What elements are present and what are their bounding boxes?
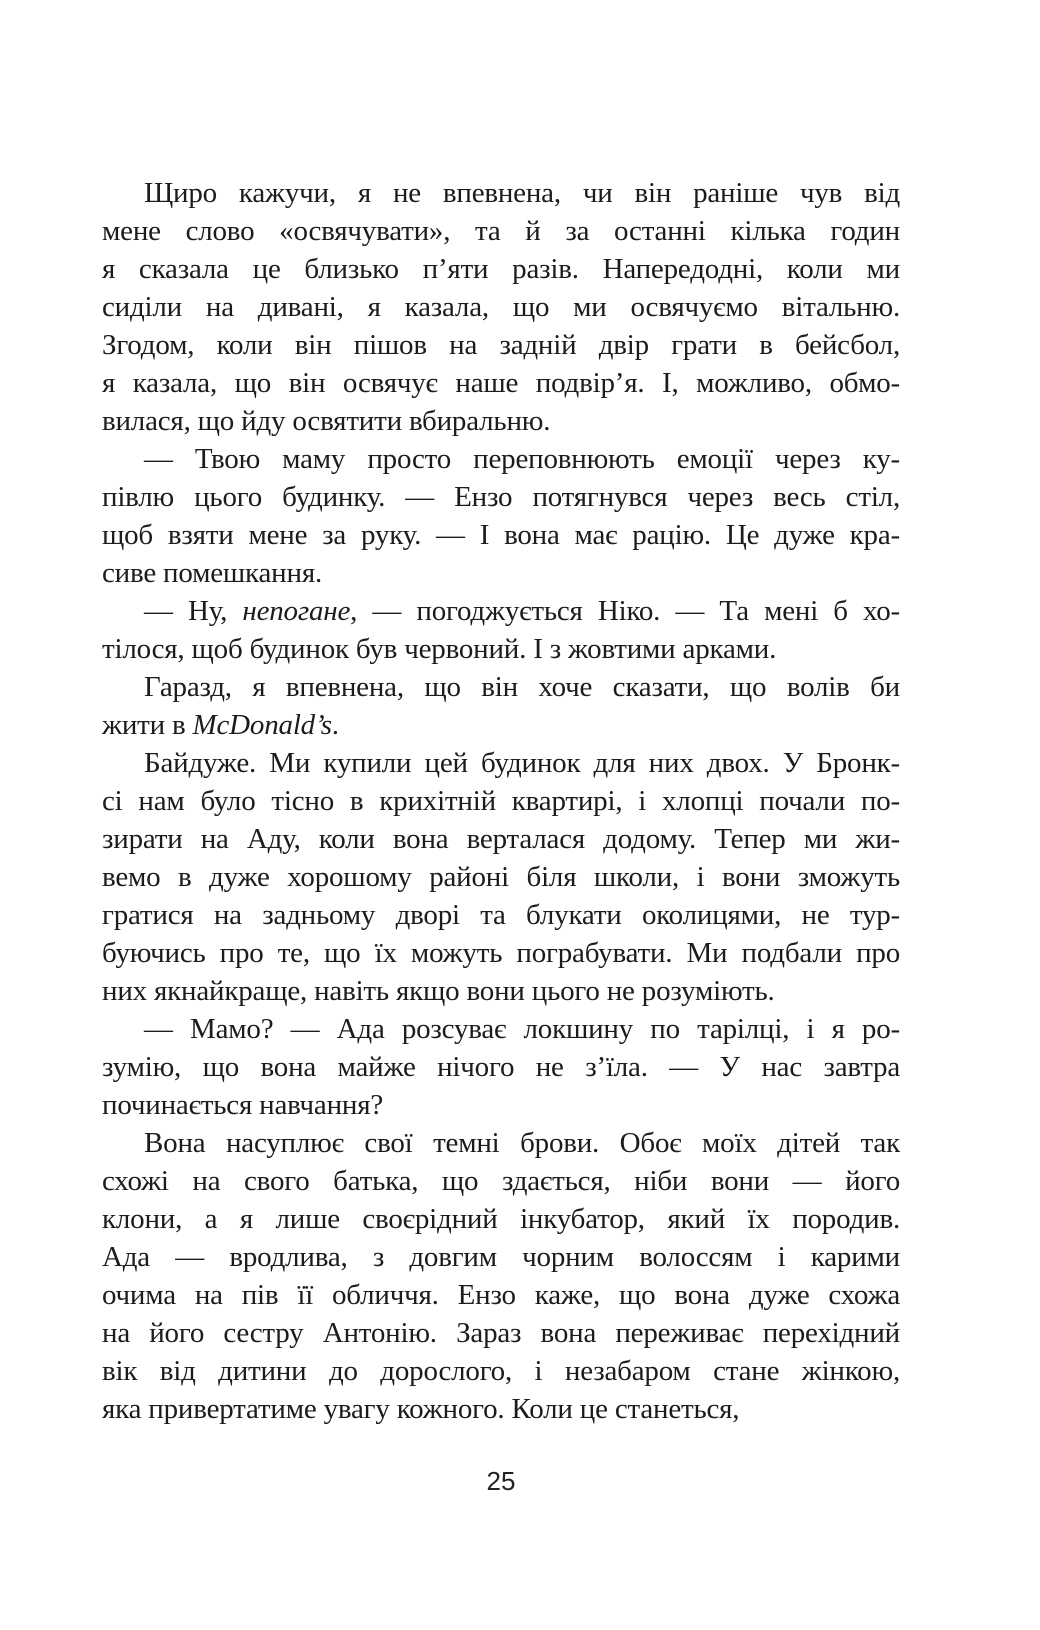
text-line: [102, 782, 900, 820]
text-line: [102, 1086, 900, 1124]
text-line: [102, 972, 900, 1010]
text-segment: сі нам було тісно в крихітній квартирі, і хлопці почали по-: [102, 785, 900, 817]
text-line: [102, 402, 900, 440]
text-segment: мене слово «освячувати», та й за останні кілька годин: [102, 215, 900, 247]
text-line: [102, 1352, 900, 1390]
text-line: [102, 478, 900, 516]
body-text: [102, 174, 900, 1428]
text-line: [102, 668, 900, 706]
text-segment: Байдуже. Ми купили цей будинок для них двох. У Бронк-: [144, 747, 900, 779]
text-segment: .: [331, 709, 339, 741]
text-segment: , — погоджується Ніко. — Та мені б хо-: [350, 595, 900, 627]
text-line: [102, 1276, 900, 1314]
text-line: [102, 440, 900, 478]
text-line: [102, 858, 900, 896]
text-line: [102, 1390, 900, 1428]
text-segment: щоб взяти мене за руку. — І вона має рацію. Це дуже кра-: [102, 519, 900, 551]
text-line: [102, 744, 900, 782]
text-segment: вилася, що йду освятити вбиральню.: [102, 405, 551, 437]
text-line: [102, 1048, 900, 1086]
text-line: [102, 1010, 900, 1048]
text-line: [102, 326, 900, 364]
text-segment: зумію, що вона майже нічого не з’їла. — У нас завтра: [102, 1051, 900, 1083]
text-line: [102, 554, 900, 592]
paragraph: [102, 744, 900, 1010]
text-line: [102, 630, 900, 668]
text-line: [102, 364, 900, 402]
text-line: [102, 288, 900, 326]
page-number: 25: [486, 1466, 516, 1496]
text-line: [102, 896, 900, 934]
text-line: [102, 1124, 900, 1162]
text-line: [102, 212, 900, 250]
text-segment: сиділи на дивані, я казала, що ми освячуємо вітальню.: [102, 291, 900, 323]
text-segment: я казала, що він освячує наше подвір’я. І, можливо, обмо-: [102, 367, 900, 399]
text-segment: починається навчання?: [102, 1089, 384, 1121]
text-segment: тілося, щоб будинок був червоний. І з жовтими арками.: [102, 633, 777, 665]
text-segment: Ада — вродлива, з довгим чорним волоссям і карими: [102, 1241, 900, 1273]
text-line: [102, 820, 900, 858]
text-segment: Вона насуплює свої темні брови. Обоє моїх дітей так: [144, 1127, 900, 1159]
text-segment: буючись про те, що їх можуть пограбувати. Ми подбали про: [102, 937, 900, 969]
text-line: [102, 250, 900, 288]
text-segment: клони, а я лише своєрідний інкубатор, який їх породив.: [102, 1203, 900, 1235]
text-line: [102, 1200, 900, 1238]
text-line: [102, 1162, 900, 1200]
italic-text: McDonald’s: [192, 709, 332, 741]
paragraph: [102, 592, 900, 668]
text-segment: вік від дитини до дорослого, і незабаром стане жінкою,: [102, 1355, 900, 1387]
text-line: [102, 1314, 900, 1352]
text-segment: жити в: [102, 709, 193, 741]
text-segment: схожі на свого батька, що здається, ніби вони — його: [102, 1165, 900, 1197]
paragraph: [102, 668, 900, 744]
text-segment: гратися на задньому дворі та блукати околицями, не тур-: [102, 899, 900, 931]
paragraph: [102, 1010, 900, 1124]
paragraph: [102, 174, 900, 440]
text-segment: Згодом, коли він пішов на задній двір грати в бейсбол,: [102, 329, 900, 361]
text-line: [102, 706, 900, 744]
text-segment: Щиро кажучи, я не впевнена, чи він раніше чув від: [144, 177, 900, 209]
text-segment: на його сестру Антонію. Зараз вона переживає перехідний: [102, 1317, 900, 1349]
text-line: [102, 592, 900, 630]
text-line: [102, 516, 900, 554]
text-segment: яка привертатиме увагу кожного. Коли це станеться,: [102, 1393, 740, 1425]
text-segment: — Мамо? — Ада розсуває локшину по тарілці, і я ро-: [144, 1013, 900, 1045]
text-segment: сиве помешкання.: [102, 557, 323, 589]
text-segment: очима на пів її обличчя. Ензо каже, що вона дуже схожа: [102, 1279, 900, 1311]
paragraph: [102, 1124, 900, 1428]
text-segment: — Твою маму просто переповнюють емоції через ку-: [144, 443, 900, 475]
text-line: [102, 174, 900, 212]
italic-text: непогане: [242, 595, 351, 627]
text-segment: Гаразд, я впевнена, що він хоче сказати, що волів би: [144, 671, 900, 703]
text-segment: — Ну,: [144, 595, 243, 627]
paragraph: [102, 440, 900, 592]
text-line: [102, 934, 900, 972]
text-segment: півлю цього будинку. — Ензо потягнувся через весь стіл,: [102, 481, 900, 513]
text-segment: зирати на Аду, коли вона верталася додому. Тепер ми жи-: [102, 823, 900, 855]
text-segment: я сказала це близько п’яти разів. Напередодні, коли ми: [102, 253, 900, 285]
text-segment: вемо в дуже хорошому районі біля школи, і вони зможуть: [102, 861, 900, 893]
text-line: [102, 1238, 900, 1276]
text-segment: них якнайкраще, навіть якщо вони цього не розуміють.: [102, 975, 775, 1007]
